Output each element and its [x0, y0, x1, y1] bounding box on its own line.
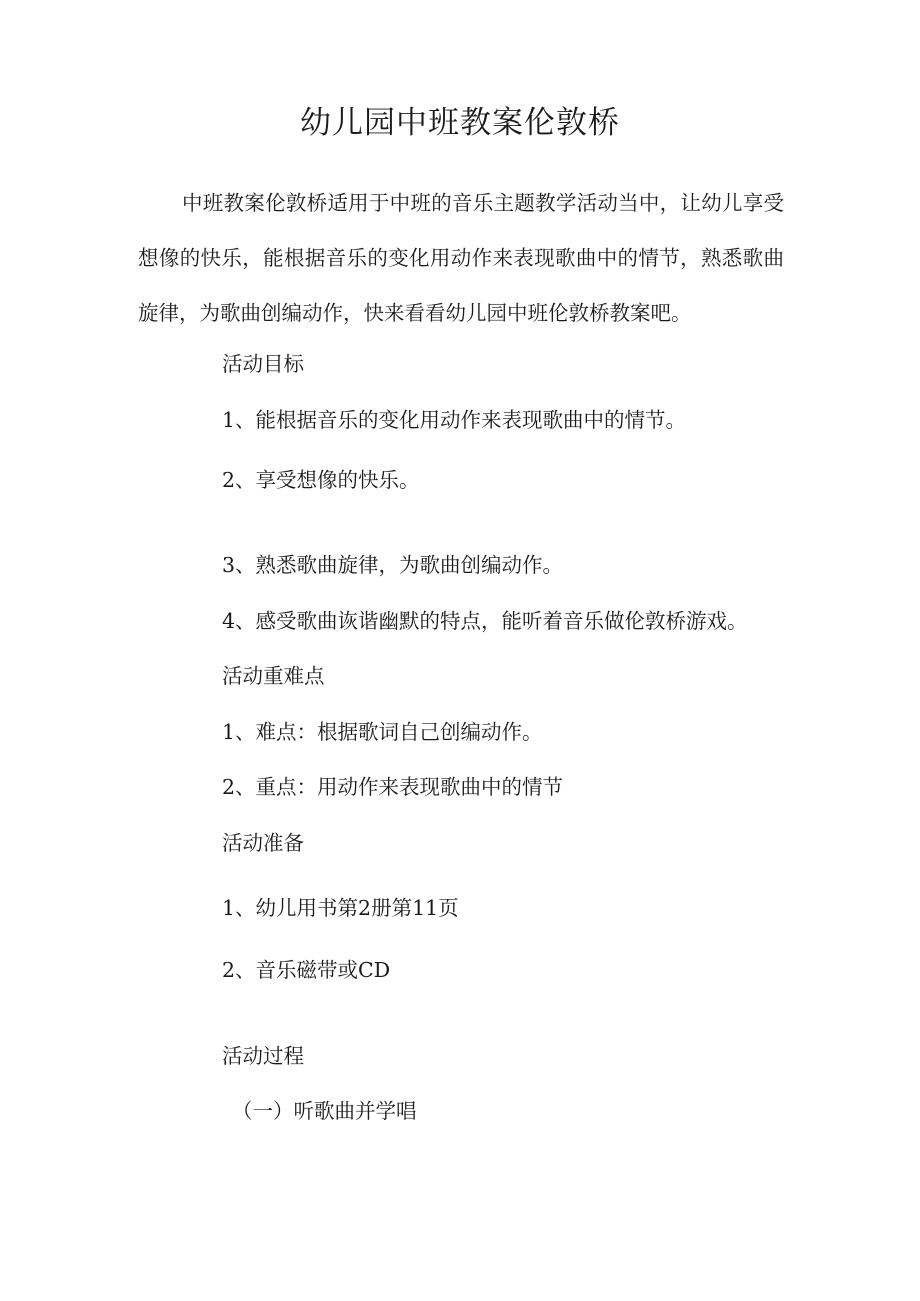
- goals-heading: 活动目标: [222, 352, 304, 376]
- goal-item-4: 4、感受歌曲诙谐幽默的特点，能听着音乐做伦敦桥游戏。: [222, 609, 748, 633]
- key-points-heading: 活动重难点: [222, 664, 325, 688]
- goal-item-3: 3、熟悉歌曲旋律，为歌曲创编动作。: [222, 553, 564, 577]
- preparation-heading: 活动准备: [222, 831, 304, 855]
- preparation-item-1: 1、幼儿用书第2册第11页: [222, 896, 459, 920]
- key-point-item-1: 1、难点：根据歌词自己创编动作。: [222, 720, 543, 744]
- document-title: 幼儿园中班教案伦敦桥: [300, 105, 620, 141]
- goal-item-1: 1、能根据音乐的变化用动作来表现歌曲中的情节。: [222, 408, 687, 432]
- intro-paragraph: 中班教案伦敦桥适用于中班的音乐主题教学活动当中，让幼儿享受想像的快乐，能根据音乐的变化用动作来表现歌曲中的情节，熟悉歌曲旋律，为歌曲创编动作，快来看看幼儿园中班伦敦桥教案吧。: [138, 191, 784, 325]
- goal-item-2: 2、享受想像的快乐。: [222, 468, 420, 492]
- process-item-1: （一）听歌曲并学唱: [232, 1099, 417, 1123]
- preparation-item-2: 2、音乐磁带或CD: [222, 958, 391, 982]
- key-point-item-2: 2、重点：用动作来表现歌曲中的情节: [222, 775, 564, 799]
- process-heading: 活动过程: [222, 1044, 304, 1068]
